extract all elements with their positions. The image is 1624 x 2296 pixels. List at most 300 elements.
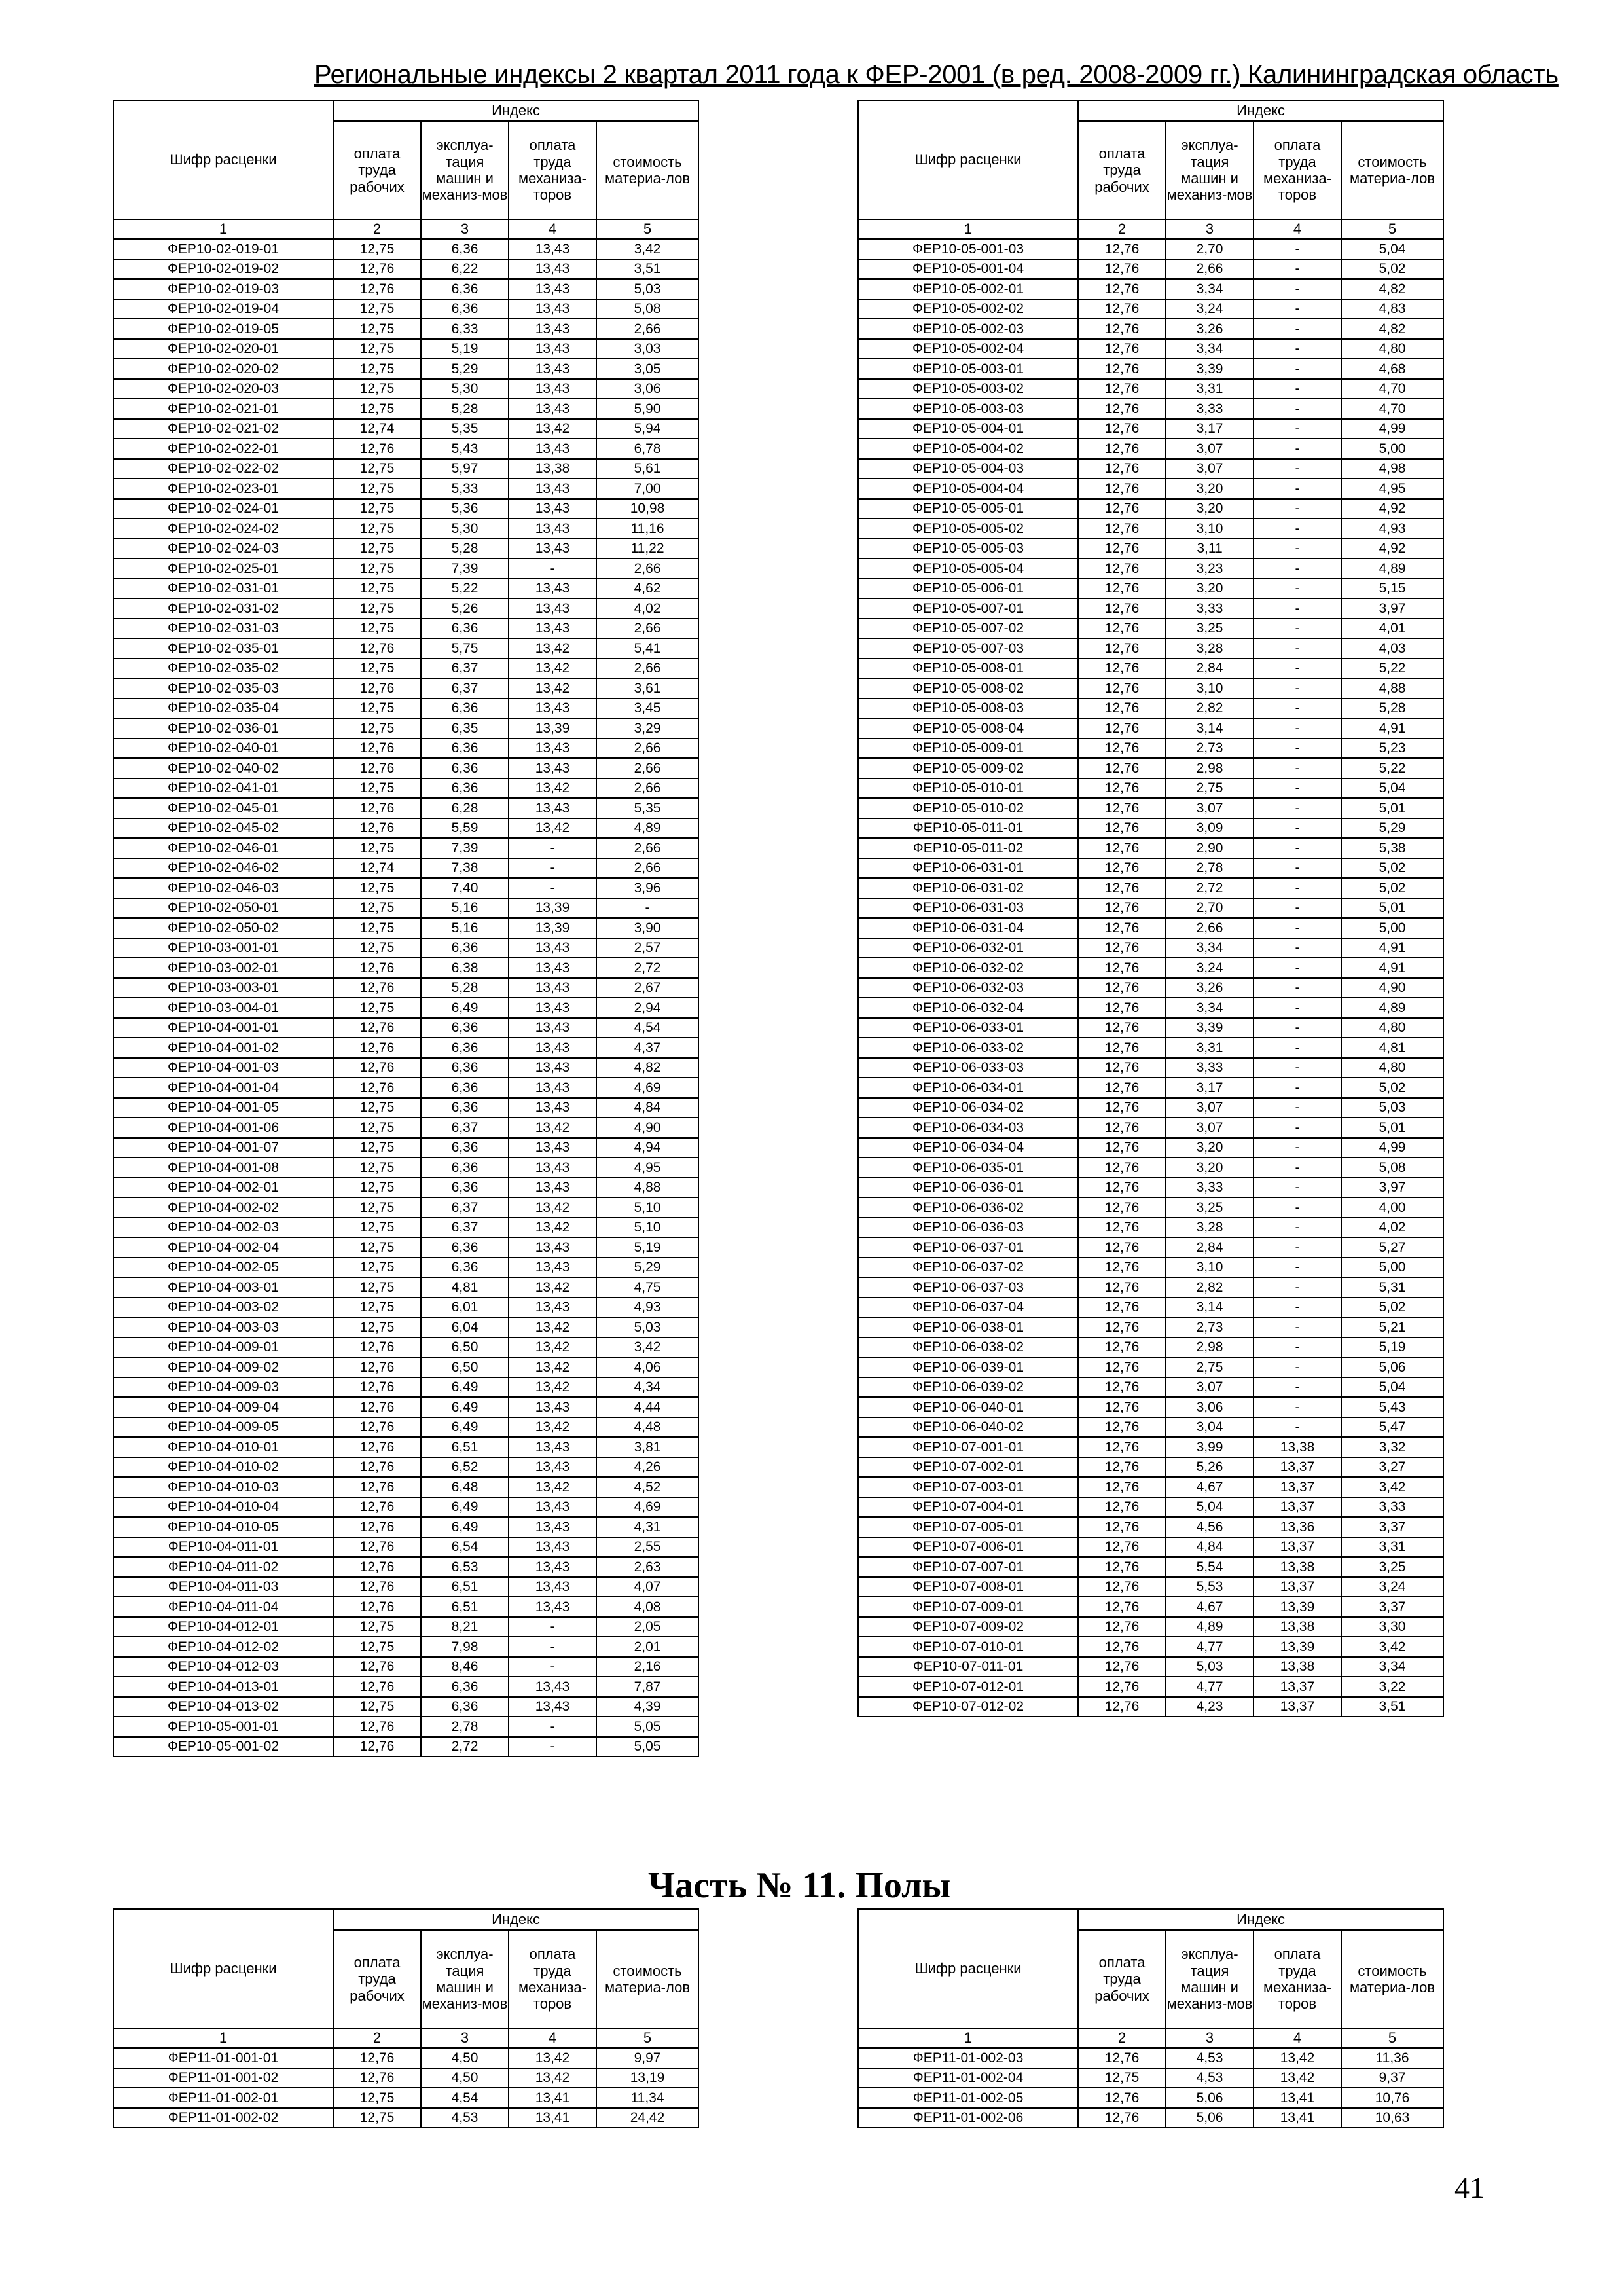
table-row (113, 1357, 698, 1377)
index-value-cell: - (1254, 918, 1341, 938)
index-value-cell: 6,36 (421, 778, 509, 799)
rate-code-cell: ФЕР10-04-001-06 (113, 1118, 333, 1138)
rate-code-cell: ФЕР10-05-004-03 (858, 459, 1078, 479)
index-value-cell: 3,25 (1166, 1197, 1254, 1218)
index-value-cell: 12,75 (333, 1138, 421, 1158)
rate-code-cell: ФЕР10-05-004-01 (858, 419, 1078, 439)
table-row (858, 1078, 1443, 1098)
rate-code-cell: ФЕР10-06-032-02 (858, 958, 1078, 978)
index-value-cell: - (1254, 519, 1341, 539)
header-code: Шифр расценки (858, 1909, 1078, 2028)
table-row (858, 1537, 1443, 1558)
index-value-cell: 13,43 (509, 1397, 596, 1417)
index-value-cell: 4,89 (1341, 998, 1443, 1018)
index-value-cell: 13,42 (509, 1377, 596, 1398)
table-row (113, 778, 698, 799)
table-row (858, 659, 1443, 679)
index-value-cell: 2,66 (1166, 918, 1254, 938)
index-value-cell: 12,76 (1078, 1357, 1166, 1377)
index-value-cell: 3,28 (1166, 638, 1254, 659)
index-value-cell: 4,62 (596, 579, 698, 599)
index-value-cell: 3,07 (1166, 439, 1254, 459)
rate-code-cell: ФЕР11-01-002-04 (858, 2068, 1078, 2088)
index-value-cell: 4,88 (1341, 678, 1443, 699)
index-value-cell: 12,76 (1078, 1637, 1166, 1657)
rate-code-cell: ФЕР10-05-001-03 (858, 239, 1078, 259)
index-value-cell: 4,39 (596, 1697, 698, 1717)
header-c5: стоимость материа-лов (596, 1930, 698, 2028)
index-value-cell: 12,75 (333, 319, 421, 339)
index-value-cell: 6,48 (421, 1477, 509, 1497)
rate-code-cell: ФЕР10-05-006-01 (858, 579, 1078, 599)
rate-code-cell: ФЕР10-05-004-04 (858, 479, 1078, 499)
index-value-cell: 5,05 (596, 1717, 698, 1737)
index-value-cell: 6,51 (421, 1577, 509, 1597)
index-value-cell: 12,76 (1078, 718, 1166, 738)
index-value-cell: 12,75 (333, 998, 421, 1018)
header-c3: эксплуа-тация машин и механиз-мов (421, 1930, 509, 2028)
index-value-cell: - (1254, 299, 1341, 319)
index-value-cell: 13,43 (509, 1497, 596, 1518)
index-value-cell: 2,75 (1166, 778, 1254, 799)
table-row (858, 519, 1443, 539)
rate-code-cell: ФЕР10-06-038-01 (858, 1317, 1078, 1338)
index-value-cell: 3,31 (1166, 1038, 1254, 1058)
table-row (858, 1397, 1443, 1417)
index-value-cell: 8,46 (421, 1657, 509, 1677)
index-value-cell: 3,24 (1341, 1577, 1443, 1597)
index-value-cell: 4,50 (421, 2068, 509, 2088)
rate-code-cell: ФЕР10-06-032-03 (858, 978, 1078, 998)
index-value-cell: 2,66 (596, 319, 698, 339)
index-value-cell: 5,04 (1341, 239, 1443, 259)
table-row (113, 1577, 698, 1597)
index-value-cell: 4,37 (596, 1038, 698, 1058)
index-value-cell: 3,24 (1166, 958, 1254, 978)
index-value-cell: 6,36 (421, 1138, 509, 1158)
table-row (113, 938, 698, 958)
index-value-cell: 12,75 (333, 1317, 421, 1338)
column-number: 4 (1254, 2028, 1341, 2048)
index-value-cell: 12,76 (333, 1577, 421, 1597)
rate-code-cell: ФЕР10-07-009-01 (858, 1597, 1078, 1617)
table-row (113, 1737, 698, 1757)
index-value-cell: 6,36 (421, 1078, 509, 1098)
rate-code-cell: ФЕР10-05-009-02 (858, 758, 1078, 778)
index-value-cell: - (1254, 619, 1341, 639)
column-number: 2 (333, 219, 421, 239)
index-value-cell: 12,76 (1078, 659, 1166, 679)
index-value-cell: 6,50 (421, 1338, 509, 1358)
index-value-cell: 12,75 (333, 1157, 421, 1178)
rate-code-cell: ФЕР10-07-003-01 (858, 1477, 1078, 1497)
index-value-cell: 6,49 (421, 1497, 509, 1518)
index-value-cell: 5,43 (421, 439, 509, 459)
index-value-cell: 12,76 (1078, 1417, 1166, 1438)
rate-code-cell: ФЕР11-01-001-01 (113, 2048, 333, 2068)
index-value-cell: 13,43 (509, 598, 596, 619)
rate-code-cell: ФЕР10-03-003-01 (113, 978, 333, 998)
index-value-cell: 6,36 (421, 279, 509, 299)
index-value-cell: 12,76 (1078, 379, 1166, 399)
index-value-cell: 12,76 (333, 1517, 421, 1537)
index-value-cell: 5,19 (1341, 1338, 1443, 1358)
table-row (858, 858, 1443, 879)
index-value-cell: 4,83 (1341, 299, 1443, 319)
index-value-cell: - (1254, 778, 1341, 799)
index-value-cell: 13,43 (509, 319, 596, 339)
index-value-cell: 6,36 (421, 758, 509, 778)
index-value-cell: 7,38 (421, 858, 509, 879)
index-value-cell: 4,90 (1341, 978, 1443, 998)
index-value-cell: 12,76 (1078, 858, 1166, 879)
index-value-cell: 12,75 (333, 1118, 421, 1138)
index-value-cell: - (1254, 699, 1341, 719)
index-value-cell: 4,69 (596, 1078, 698, 1098)
index-value-cell: 4,56 (1166, 1517, 1254, 1537)
index-value-cell: 6,36 (421, 1038, 509, 1058)
index-value-cell: 13,42 (509, 2048, 596, 2068)
table-row (113, 1557, 698, 1577)
rate-code-cell: ФЕР10-06-039-01 (858, 1357, 1078, 1377)
rate-code-cell: ФЕР10-06-034-03 (858, 1118, 1078, 1138)
rate-code-cell: ФЕР10-02-040-02 (113, 758, 333, 778)
index-value-cell: 5,15 (1341, 579, 1443, 599)
index-value-cell: 12,76 (333, 1597, 421, 1617)
index-value-cell: 13,43 (509, 998, 596, 1018)
index-value-cell: 2,72 (421, 1737, 509, 1757)
index-value-cell: 13,42 (1254, 2048, 1341, 2068)
index-value-cell: - (1254, 579, 1341, 599)
rate-code-cell: ФЕР10-02-041-01 (113, 778, 333, 799)
index-value-cell: 6,28 (421, 798, 509, 818)
rate-code-cell: ФЕР10-02-035-04 (113, 699, 333, 719)
index-value-cell: 4,70 (1341, 379, 1443, 399)
index-value-cell: 5,33 (421, 479, 509, 499)
index-value-cell: 3,99 (1166, 1437, 1254, 1457)
index-value-cell: 13,43 (509, 758, 596, 778)
index-value-cell: 13,42 (509, 678, 596, 699)
rate-code-cell: ФЕР10-02-050-01 (113, 898, 333, 919)
index-value-cell: 2,66 (596, 659, 698, 679)
index-value-cell: 3,30 (1341, 1617, 1443, 1637)
rate-code-cell: ФЕР10-07-010-01 (858, 1637, 1078, 1657)
index-value-cell: 3,10 (1166, 1258, 1254, 1278)
table-row (858, 319, 1443, 339)
table-row (113, 1417, 698, 1438)
table-row (113, 479, 698, 499)
table-row (113, 1497, 698, 1518)
table-row (113, 1018, 698, 1038)
table-row (113, 1197, 698, 1218)
index-value-cell: 6,37 (421, 1197, 509, 1218)
index-value-cell: 4,53 (1166, 2068, 1254, 2088)
index-value-cell: 2,75 (1166, 1357, 1254, 1377)
table-row (113, 1277, 698, 1298)
index-value-cell: 6,36 (421, 239, 509, 259)
index-value-cell: 5,28 (1341, 699, 1443, 719)
index-value-cell: 6,54 (421, 1537, 509, 1558)
index-value-cell: 5,06 (1341, 1357, 1443, 1377)
index-value-cell: 12,76 (333, 818, 421, 839)
index-value-cell: 5,01 (1341, 898, 1443, 919)
index-value-cell: - (1254, 1038, 1341, 1058)
rate-code-cell: ФЕР10-06-036-02 (858, 1197, 1078, 1218)
index-value-cell: 4,03 (1341, 638, 1443, 659)
index-value-cell: 13,43 (509, 1537, 596, 1558)
index-value-cell: 12,75 (333, 938, 421, 958)
index-value-cell: 12,76 (1078, 1277, 1166, 1298)
index-value-cell: 13,43 (509, 738, 596, 759)
table-row (858, 1517, 1443, 1537)
table-row (858, 539, 1443, 559)
index-value-cell: 4,75 (596, 1277, 698, 1298)
index-value-cell: 5,35 (421, 419, 509, 439)
index-value-cell: 12,75 (333, 2108, 421, 2128)
index-value-cell: 12,76 (1078, 299, 1166, 319)
rate-code-cell: ФЕР10-05-003-02 (858, 379, 1078, 399)
index-value-cell: 4,48 (596, 1417, 698, 1438)
index-value-cell: 12,75 (333, 1237, 421, 1258)
table-row (113, 898, 698, 919)
index-value-cell: 5,29 (596, 1258, 698, 1278)
index-value-cell: 3,28 (1166, 1218, 1254, 1238)
table-row (113, 798, 698, 818)
rate-code-cell: ФЕР10-04-002-01 (113, 1178, 333, 1198)
index-value-cell: 13,42 (509, 1197, 596, 1218)
index-value-cell: 3,39 (1166, 1018, 1254, 1038)
column-number: 1 (858, 219, 1078, 239)
index-value-cell: 12,76 (333, 1018, 421, 1038)
index-value-cell: 5,35 (596, 798, 698, 818)
index-value-cell: 3,20 (1166, 1157, 1254, 1178)
table-row (113, 259, 698, 280)
index-value-cell: 13,39 (509, 718, 596, 738)
table-row (113, 638, 698, 659)
index-value-cell: 13,43 (509, 1058, 596, 1078)
index-value-cell: 12,76 (1078, 1537, 1166, 1558)
rate-code-cell: ФЕР10-02-025-01 (113, 558, 333, 579)
index-value-cell: 11,16 (596, 519, 698, 539)
table-row (113, 1157, 698, 1178)
table-row (858, 699, 1443, 719)
index-value-cell: 4,02 (1341, 1218, 1443, 1238)
index-value-cell: 3,25 (1166, 619, 1254, 639)
index-value-cell: 11,36 (1341, 2048, 1443, 2068)
index-value-cell: 13,38 (1254, 1557, 1341, 1577)
index-value-cell: 2,98 (1166, 1338, 1254, 1358)
table-row (113, 1637, 698, 1657)
index-value-cell: 12,76 (333, 1477, 421, 1497)
index-value-cell: 12,76 (1078, 499, 1166, 519)
rate-code-cell: ФЕР10-04-012-01 (113, 1617, 333, 1637)
index-value-cell: 6,49 (421, 1517, 509, 1537)
index-value-cell: 12,75 (333, 558, 421, 579)
index-value-cell: 12,76 (1078, 838, 1166, 858)
index-value-cell: 12,75 (333, 1197, 421, 1218)
index-value-cell: 4,89 (596, 818, 698, 839)
index-value-cell: - (1254, 439, 1341, 459)
index-value-cell: 5,26 (1166, 1457, 1254, 1478)
index-value-cell: 3,42 (596, 239, 698, 259)
table-row (858, 1157, 1443, 1178)
index-value-cell: 13,43 (509, 1457, 596, 1478)
table-row (858, 379, 1443, 399)
table-row (858, 1577, 1443, 1597)
index-value-cell: 12,76 (1078, 1258, 1166, 1278)
index-value-cell: 6,36 (421, 1098, 509, 1118)
rate-code-cell: ФЕР10-05-003-03 (858, 399, 1078, 419)
index-value-cell: 13,43 (509, 1178, 596, 1198)
index-value-cell: - (1254, 838, 1341, 858)
rate-code-cell: ФЕР11-01-002-01 (113, 2088, 333, 2108)
index-value-cell: 12,75 (333, 539, 421, 559)
index-value-cell: 4,77 (1166, 1637, 1254, 1657)
index-value-cell: 12,76 (333, 1038, 421, 1058)
index-value-cell: 12,75 (333, 619, 421, 639)
index-value-cell: 7,40 (421, 878, 509, 898)
rate-code-cell: ФЕР10-04-011-01 (113, 1537, 333, 1558)
table-row (858, 778, 1443, 799)
index-value-cell: 13,43 (509, 399, 596, 419)
index-value-cell: - (1254, 638, 1341, 659)
index-value-cell: 3,20 (1166, 479, 1254, 499)
index-value-cell: 12,76 (1078, 1477, 1166, 1497)
index-value-cell: 13,42 (1254, 2068, 1341, 2088)
index-value-cell: 4,98 (1341, 459, 1443, 479)
index-value-cell: 2,73 (1166, 738, 1254, 759)
index-value-cell: - (1254, 978, 1341, 998)
table-row (113, 818, 698, 839)
index-value-cell: 12,76 (1078, 918, 1166, 938)
index-value-cell: - (1254, 1078, 1341, 1098)
index-value-cell: 6,36 (421, 1697, 509, 1717)
rate-code-cell: ФЕР10-02-046-01 (113, 838, 333, 858)
index-value-cell: 3,29 (596, 718, 698, 738)
table-row (113, 419, 698, 439)
index-value-cell: 12,76 (333, 1397, 421, 1417)
index-value-cell: 13,36 (1254, 1517, 1341, 1537)
rate-code-cell: ФЕР10-02-046-02 (113, 858, 333, 879)
index-value-cell: - (509, 558, 596, 579)
index-value-cell: - (509, 878, 596, 898)
index-value-cell: 12,76 (1078, 579, 1166, 599)
index-value-cell: 12,75 (333, 1637, 421, 1657)
index-value-cell: 6,49 (421, 1417, 509, 1438)
index-value-cell: 12,76 (1078, 519, 1166, 539)
rate-code-cell: ФЕР10-04-003-01 (113, 1277, 333, 1298)
rate-code-cell: ФЕР10-05-008-03 (858, 699, 1078, 719)
rate-code-cell: ФЕР10-05-005-03 (858, 539, 1078, 559)
index-value-cell: 12,75 (333, 239, 421, 259)
rate-code-cell: ФЕР10-04-001-04 (113, 1078, 333, 1098)
index-value-cell: 13,41 (509, 2108, 596, 2128)
index-value-cell: 13,38 (509, 459, 596, 479)
index-value-cell: 7,39 (421, 838, 509, 858)
table-row (858, 459, 1443, 479)
index-value-cell: 6,37 (421, 659, 509, 679)
index-value-cell: 12,76 (1078, 1298, 1166, 1318)
index-value-cell: - (1254, 459, 1341, 479)
index-value-cell: 3,39 (1166, 359, 1254, 379)
index-value-cell: 7,00 (596, 479, 698, 499)
index-value-cell: 3,07 (1166, 1098, 1254, 1118)
index-value-cell: 5,23 (1341, 738, 1443, 759)
table-row (858, 359, 1443, 379)
index-value-cell: 4,08 (596, 1597, 698, 1617)
index-value-cell: 2,05 (596, 1617, 698, 1637)
index-value-cell: 12,75 (333, 499, 421, 519)
index-value-cell: 12,76 (1078, 1118, 1166, 1138)
index-value-cell: 12,76 (333, 1437, 421, 1457)
index-value-cell: 5,59 (421, 818, 509, 839)
index-value-cell: 12,76 (1078, 1098, 1166, 1118)
rate-code-cell: ФЕР10-06-034-01 (858, 1078, 1078, 1098)
rate-code-cell: ФЕР10-05-011-01 (858, 818, 1078, 839)
index-value-cell: 13,38 (1254, 1657, 1341, 1677)
index-value-cell: - (509, 1617, 596, 1637)
table-row (858, 2088, 1443, 2108)
rate-code-cell: ФЕР10-07-006-01 (858, 1537, 1078, 1558)
index-value-cell: 12,76 (1078, 1218, 1166, 1238)
index-value-cell: 12,76 (1078, 1577, 1166, 1597)
index-value-cell: 6,36 (421, 1058, 509, 1078)
rate-code-cell: ФЕР10-07-011-01 (858, 1657, 1078, 1677)
index-value-cell: 12,76 (333, 1058, 421, 1078)
index-value-cell: 12,76 (1078, 1517, 1166, 1537)
index-value-cell: 3,90 (596, 918, 698, 938)
rate-code-cell: ФЕР10-02-031-02 (113, 598, 333, 619)
index-value-cell: 12,76 (1078, 699, 1166, 719)
index-value-cell: 12,75 (333, 778, 421, 799)
index-value-cell: 11,22 (596, 539, 698, 559)
rate-code-cell: ФЕР10-04-011-04 (113, 1597, 333, 1617)
index-value-cell: 4,82 (1341, 319, 1443, 339)
index-value-cell: 12,76 (333, 1657, 421, 1677)
table-row (113, 718, 698, 738)
index-value-cell: 3,31 (1341, 1537, 1443, 1558)
index-value-cell: 5,19 (596, 1237, 698, 1258)
index-value-cell: 4,54 (596, 1018, 698, 1038)
index-value-cell: 13,43 (509, 1677, 596, 1697)
index-value-cell: 5,02 (1341, 878, 1443, 898)
index-value-cell: 12,76 (1078, 998, 1166, 1018)
index-value-cell: 2,66 (596, 558, 698, 579)
index-value-cell: 3,42 (1341, 1637, 1443, 1657)
index-value-cell: 2,66 (596, 619, 698, 639)
index-value-cell: 12,75 (333, 918, 421, 938)
table-row (858, 878, 1443, 898)
index-value-cell: 12,75 (333, 1218, 421, 1238)
index-value-cell: 2,01 (596, 1637, 698, 1657)
table-row (858, 998, 1443, 1018)
rate-code-cell: ФЕР10-04-001-08 (113, 1157, 333, 1178)
index-value-cell: 12,75 (333, 718, 421, 738)
index-value-cell: 3,34 (1166, 938, 1254, 958)
rate-code-cell: ФЕР10-06-036-01 (858, 1178, 1078, 1198)
index-value-cell: 13,43 (509, 539, 596, 559)
rate-code-cell: ФЕР10-02-019-02 (113, 259, 333, 280)
index-value-cell: 12,75 (333, 659, 421, 679)
index-value-cell: 12,76 (1078, 1397, 1166, 1417)
index-value-cell: 12,75 (333, 898, 421, 919)
table-row (113, 1138, 698, 1158)
index-value-cell: 5,41 (596, 638, 698, 659)
index-value-cell: - (509, 1737, 596, 1757)
index-value-cell: 13,42 (509, 778, 596, 799)
table-row (858, 419, 1443, 439)
index-value-cell: 12,76 (333, 1537, 421, 1558)
